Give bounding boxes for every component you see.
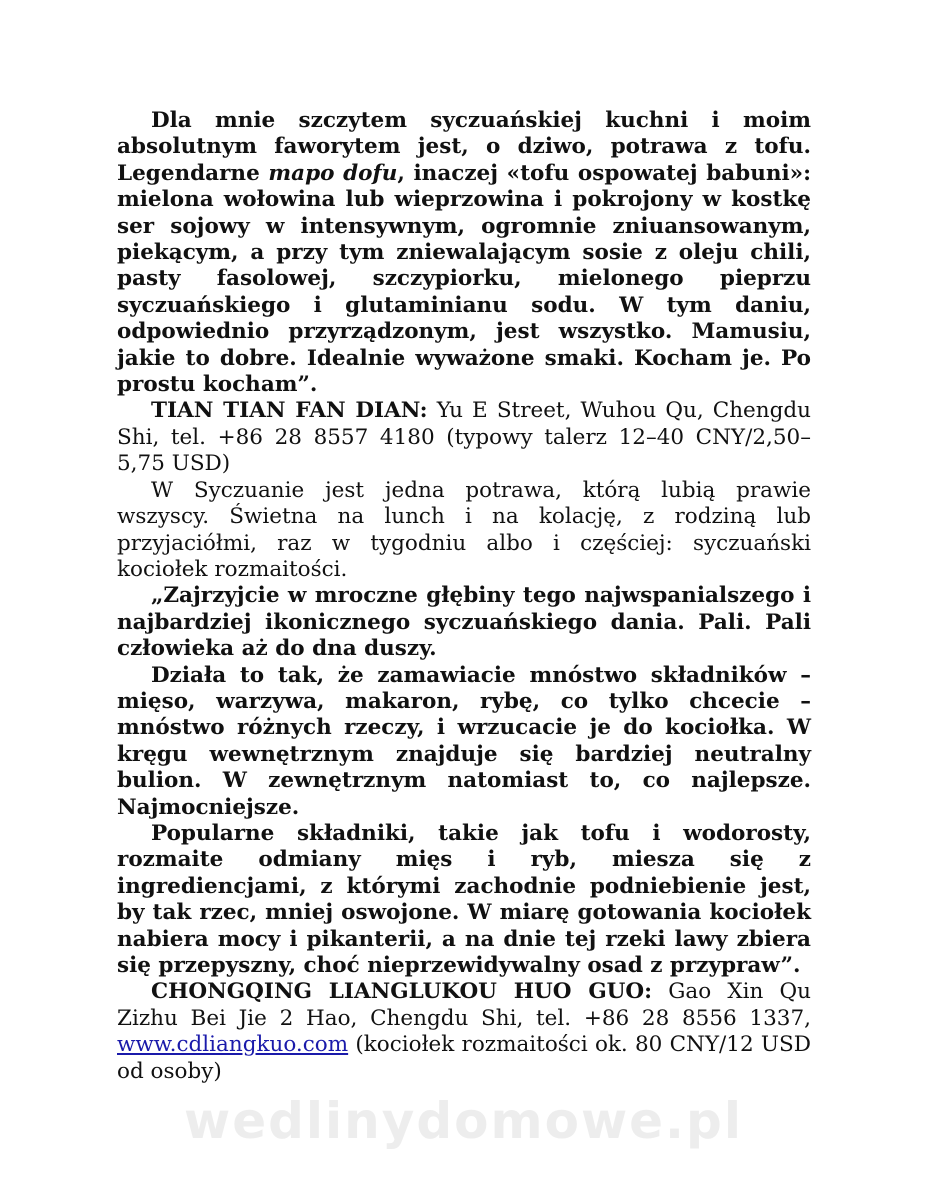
watermark: wedlinydomowe.pl bbox=[184, 1092, 743, 1150]
restaurant-name: TIAN TIAN FAN DIAN: bbox=[151, 398, 428, 424]
restaurant-details: (kociołek rozmaitości ok. 80 CNY/12 USD od osoby) bbox=[117, 1032, 811, 1084]
paragraph-ingredients: Popularne składniki, takie jak tofu i wodorosty, rozmaite odmiany mięs i ryb, miesza się z ingrediencjami, z którymi zachodnie podniebienie jest, by tak rzec, mniej oswojone. W miarę gotowania kociołek nabiera mocy i pikanterii, a na dnie tej rzeki lawy zbiera się przepyszny, choć nieprzewidywalny osad z przypraw”. bbox=[117, 820, 811, 978]
restaurant-website-link[interactable]: www.cdliangkuo.com bbox=[117, 1032, 349, 1058]
restaurant-details: Yu E Street, Wuhou Qu, Chengdu Shi, tel. +86 28 8557 4180 (typowy talerz 12–40 CNY/2,50–5,75 USD) bbox=[117, 398, 812, 477]
paragraph-quote-start: „Zajrzyjcie w mroczne głębiny tego najwspanialszego i najbardziej ikonicznego syczuańskiego dania. Pali. Pali człowieka aż do dna duszy. bbox=[117, 583, 811, 662]
italic-dish-name: mapo dofu bbox=[268, 160, 398, 186]
paragraph-how-it-works: Działa to tak, że zamawiacie mnóstwo składników – mięso, warzywa, makaron, rybę, co tylko chcecie – mnóstwo różnych rzeczy, i wrzucacie je do kociołka. W kręgu wewnętrznym znajduje się bardziej neutralny bulion. W zewnętrznym natomiast to, co najlepsze. Najmocniejsze. bbox=[117, 662, 811, 820]
document-body bbox=[117, 108, 811, 1085]
paragraph-restaurant-chongqing bbox=[117, 979, 811, 1085]
paragraph-hotpot-intro: W Syczuanie jest jedna potrawa, którą lubią prawie wszyscy. Świetna na lunch i na kolację, z rodziną lub przyjaciółmi, raz w tygodniu albo i częściej: syczuański kociołek rozmaitości. bbox=[117, 477, 811, 582]
text-run: , inaczej «tofu ospowatej babuni»: mielona wołowina lub wieprzowina i pokrojony w kostkę ser sojowy w intensywnym, ogromnie zniuansowanym, piekącym, a przy tym zniewalającym sosie z oleju chili, pasty fasolowej, szczypiorku, mielonego pieprzu syczuańskiego i glutaminianu sodu. W tym daniu, odpowiednio przyrządzonym, jest wszystko. Mamusiu, jakie to dobre. Idealnie wyważone smaki. Kocham je. Po prostu kocham”. bbox=[117, 160, 812, 398]
restaurant-name: CHONGQING LIANGLUKOU HUO GUO: bbox=[151, 979, 653, 1005]
restaurant-details: Gao Xin Qu Zizhu Bei Jie 2 Hao, Chengdu Shi, tel. +86 28 8556 1337, bbox=[117, 979, 811, 1031]
text-run: Dla mnie szczytem syczuańskiej kuchni i moim absolutnym faworytem jest, o dziwo, potrawa z tofu. Legendarne bbox=[117, 108, 811, 186]
paragraph-restaurant-tian-tian bbox=[117, 398, 811, 477]
paragraph-mapo-dofu bbox=[117, 108, 811, 398]
